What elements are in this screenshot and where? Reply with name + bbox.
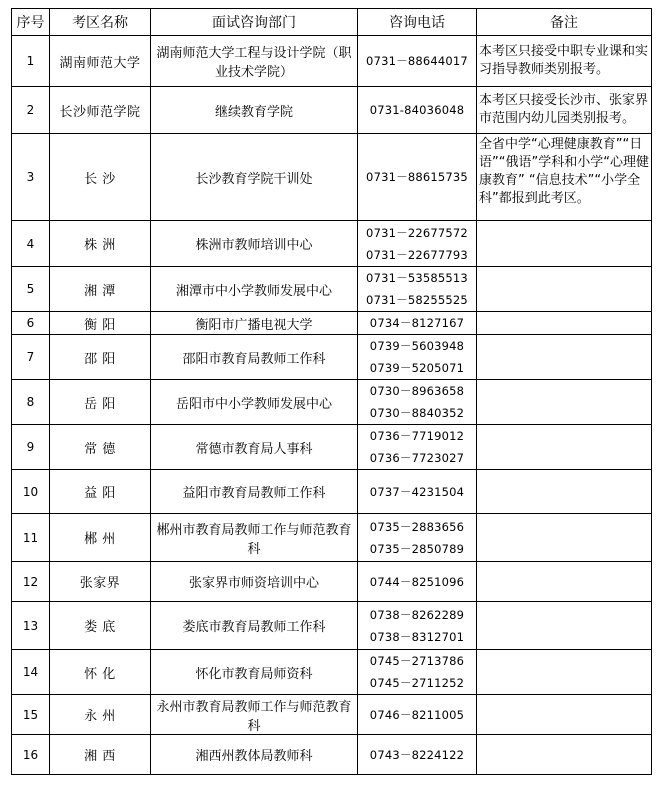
- cell-dept: 张家界市师资培训中心: [151, 562, 358, 602]
- cell-no: 9: [12, 425, 50, 470]
- cell-no: 13: [12, 602, 50, 650]
- cell-phone: [358, 312, 477, 335]
- header-no: 序号: [12, 9, 50, 36]
- contact-table: [11, 8, 652, 775]
- cell-dept: 继续教育学院: [151, 87, 358, 134]
- cell-note: [477, 221, 652, 267]
- cell-dept: 岳阳市中小学教师发展中心: [151, 380, 358, 425]
- cell-phone: [358, 267, 477, 312]
- phone-number: 0738－8262289: [369, 607, 465, 622]
- cell-phone: [358, 134, 477, 221]
- cell-phone: [358, 87, 477, 134]
- cell-phone: [358, 36, 477, 87]
- cell-area: 常 德: [50, 425, 151, 470]
- cell-phone: [358, 425, 477, 470]
- table-row: [12, 36, 652, 87]
- cell-dept: 湖南师范大学工程与设计学院（职业技术学院）: [151, 36, 358, 87]
- cell-note: [477, 312, 652, 335]
- cell-note: [477, 425, 652, 470]
- cell-area: 长沙师范学院: [50, 87, 151, 134]
- cell-phone: [358, 650, 477, 695]
- phone-number: 0731－22677572: [366, 225, 468, 240]
- cell-no: 16: [12, 735, 50, 775]
- cell-no: 7: [12, 335, 50, 380]
- cell-phone: [358, 602, 477, 650]
- table-row: [12, 602, 652, 650]
- cell-note: 全省中学“心理健康教育”“日语”“俄语”学科和小学“心理健康教育” “信息技术”“小学全科”都报到此考区。: [477, 134, 652, 221]
- cell-dept: 益阳市教育局教师工作科: [151, 470, 358, 514]
- cell-dept: 郴州市教育局教师工作与师范教育科: [151, 514, 358, 562]
- phone-number: 0731－22677793: [366, 247, 468, 262]
- cell-no: 12: [12, 562, 50, 602]
- phone-number: 0743－8224122: [369, 747, 465, 762]
- cell-no: 4: [12, 221, 50, 267]
- cell-area: 长 沙: [50, 134, 151, 221]
- cell-area: 株 洲: [50, 221, 151, 267]
- table-row: [12, 335, 652, 380]
- cell-dept: 常德市教育局人事科: [151, 425, 358, 470]
- phone-number: 0745－2711252: [369, 676, 465, 690]
- cell-dept: 长沙教育学院干训处: [151, 134, 358, 221]
- cell-no: 15: [12, 695, 50, 735]
- phone-number: 0736－7719012: [369, 429, 465, 443]
- cell-note: [477, 380, 652, 425]
- phone-number: 0738－8312701: [369, 629, 465, 644]
- cell-dept: 株洲市教师培训中心: [151, 221, 358, 267]
- phone-number: 0736－7723027: [369, 451, 465, 465]
- table-row: [12, 425, 652, 470]
- phone-number: 0737－4231504: [369, 484, 465, 499]
- cell-note: [477, 602, 652, 650]
- cell-area: 邵 阳: [50, 335, 151, 380]
- cell-note: 本考区只接受长沙市、张家界市范围内幼儿园类别报考。: [477, 87, 652, 134]
- cell-no: 10: [12, 470, 50, 514]
- table-header-row: [12, 9, 652, 36]
- cell-note: [477, 735, 652, 775]
- cell-area: 娄 底: [50, 602, 151, 650]
- cell-no: 3: [12, 134, 50, 221]
- cell-note: [477, 267, 652, 312]
- cell-phone: [358, 470, 477, 514]
- table-row: [12, 134, 652, 221]
- cell-dept: 衡阳市广播电视大学: [151, 312, 358, 335]
- header-area: 考区名称: [50, 9, 151, 36]
- cell-area: 郴 州: [50, 514, 151, 562]
- cell-dept: 湘潭市中小学教师发展中心: [151, 267, 358, 312]
- table-row: [12, 470, 652, 514]
- cell-no: 11: [12, 514, 50, 562]
- phone-number: 0730－8963658: [369, 384, 465, 398]
- phone-number: 0731－58255525: [366, 293, 468, 307]
- cell-phone: [358, 221, 477, 267]
- cell-dept: 永州市教育局教师工作与师范教育科: [151, 695, 358, 735]
- cell-area: 湘 潭: [50, 267, 151, 312]
- table-row: [12, 312, 652, 335]
- cell-area: 岳 阳: [50, 380, 151, 425]
- table-row: [12, 380, 652, 425]
- cell-area: 怀 化: [50, 650, 151, 695]
- table-row: [12, 735, 652, 775]
- phone-number: 0731-84036048: [369, 103, 465, 117]
- cell-area: 湘 西: [50, 735, 151, 775]
- cell-phone: [358, 735, 477, 775]
- cell-dept: 怀化市教育局师资科: [151, 650, 358, 695]
- cell-phone: [358, 335, 477, 380]
- cell-area: 益 阳: [50, 470, 151, 514]
- table-row: [12, 87, 652, 134]
- header-phone: 咨询电话: [358, 9, 477, 36]
- table-body: [12, 36, 652, 775]
- cell-dept: 邵阳市教育局教师工作科: [151, 335, 358, 380]
- contact-table-container: [11, 8, 652, 775]
- cell-area: 湖南师范大学: [50, 36, 151, 87]
- table-row: [12, 514, 652, 562]
- table-row: [12, 562, 652, 602]
- phone-number: 0731－88615735: [366, 170, 468, 184]
- cell-no: 2: [12, 87, 50, 134]
- header-note: 备注: [477, 9, 652, 36]
- cell-note: [477, 562, 652, 602]
- cell-note: [477, 335, 652, 380]
- cell-dept: 娄底市教育局教师工作科: [151, 602, 358, 650]
- cell-note: [477, 695, 652, 735]
- cell-note: [477, 650, 652, 695]
- header-dept: 面试咨询部门: [151, 9, 358, 36]
- cell-phone: [358, 514, 477, 562]
- phone-number: 0745－2713786: [369, 654, 465, 668]
- table-row: [12, 267, 652, 312]
- cell-area: 衡 阳: [50, 312, 151, 335]
- phone-number: 0731－88644017: [366, 54, 468, 68]
- phone-number: 0731－53585513: [366, 271, 468, 285]
- cell-no: 8: [12, 380, 50, 425]
- cell-no: 1: [12, 36, 50, 87]
- phone-number: 0735－2850789: [369, 541, 465, 556]
- cell-phone: [358, 562, 477, 602]
- phone-number: 0746－8211005: [369, 707, 465, 722]
- cell-area: 永 州: [50, 695, 151, 735]
- cell-phone: [358, 695, 477, 735]
- cell-note: [477, 514, 652, 562]
- cell-note: 本考区只接受中职专业课和实习指导教师类别报考。: [477, 36, 652, 87]
- cell-no: 5: [12, 267, 50, 312]
- cell-area: 张家界: [50, 562, 151, 602]
- table-row: [12, 650, 652, 695]
- phone-number: 0744－8251096: [369, 574, 465, 589]
- table-row: [12, 695, 652, 735]
- cell-no: 6: [12, 312, 50, 335]
- table-row: [12, 221, 652, 267]
- phone-number: 0735－2883656: [369, 519, 465, 534]
- cell-no: 14: [12, 650, 50, 695]
- cell-phone: [358, 380, 477, 425]
- cell-dept: 湘西州教体局教师科: [151, 735, 358, 775]
- phone-number: 0739－5603948: [369, 339, 465, 353]
- phone-number: 0739－5205071: [369, 361, 465, 375]
- phone-number: 0730－8840352: [369, 406, 465, 420]
- cell-note: [477, 470, 652, 514]
- phone-number: 0734－8127167: [369, 316, 465, 330]
